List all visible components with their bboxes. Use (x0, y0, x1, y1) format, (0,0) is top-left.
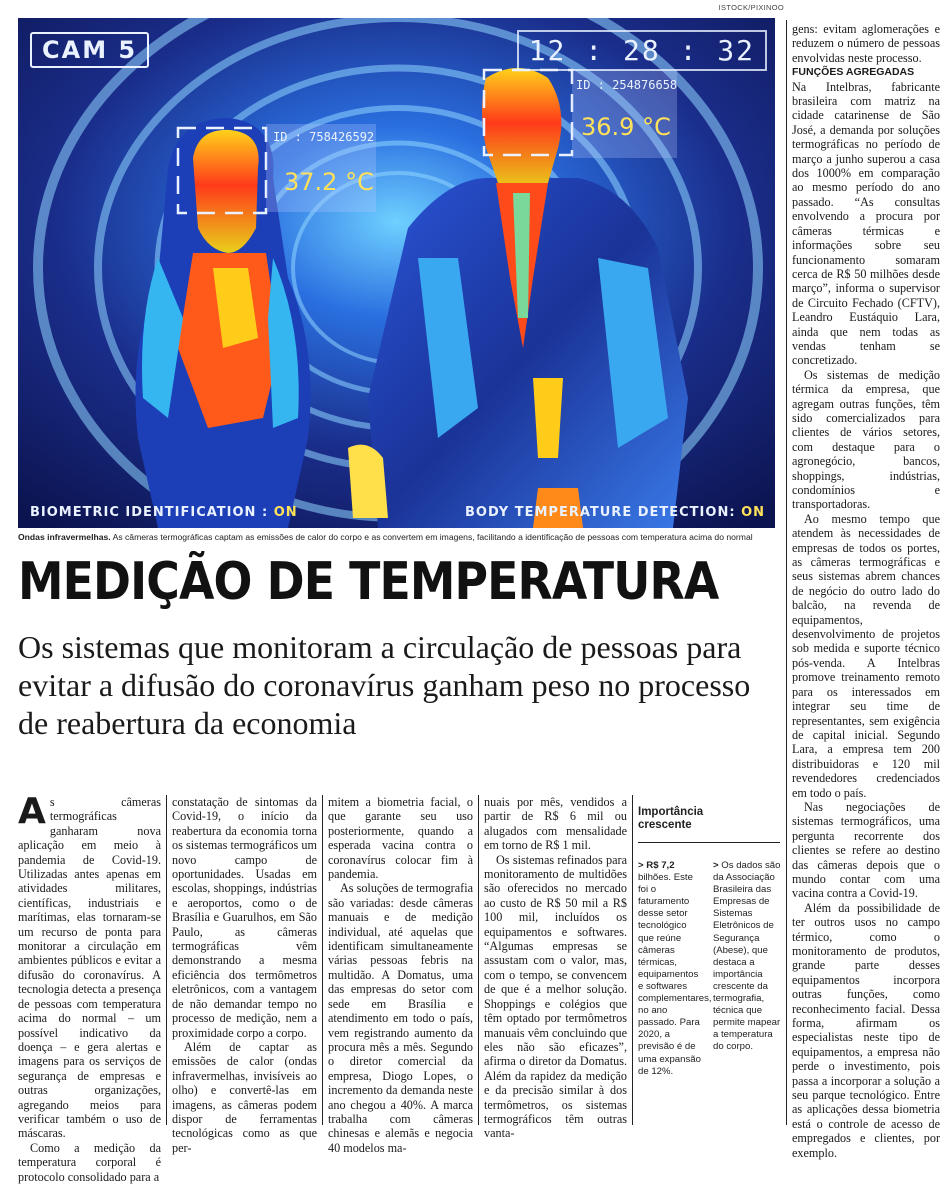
subheadline: Os sistemas que monitoram a circulação de pessoas para evitar a difusão do coronavírus ganham peso no processo de reabertura da economia (18, 629, 751, 741)
body-temperature-detection-status (465, 505, 765, 520)
box-left-text: bilhões. Este foi o faturamento desse setor tecnológico que reúne câmeras térmicas, equipamentos e softwares complementares, no ano passado. Para 2020, a previsão é de uma expansão de 12%. (638, 872, 712, 1077)
photo-caption (18, 532, 778, 542)
column-divider (166, 795, 167, 1125)
column-divider (478, 795, 479, 1125)
box-column-right (713, 860, 783, 1054)
hud-left-value: ON (273, 505, 298, 520)
box-right-text: Os dados são da Associação Brasileira das Empresas de Sistemas Eletrônicos de Segurança (Abese), que destaca a importância crescente da termografia, técnica que permite mapear a temperatura do corpo. (713, 860, 781, 1053)
caption-lead: Ondas infravermelhas. (18, 532, 111, 542)
section-title: FUNÇÕES AGREGADAS (792, 66, 915, 79)
col3-paragraph-2: As soluções de termografia são variadas: desde câmeras manuais e de medição individual, até aquelas que identificam simultaneamente várias pessoas febris na multidão. A Domatus, uma das empresas do setor com sede em Brasília e atendimento em todo o país, vem registrando aumento da procura mês a mês. Segundo o diretor comercial da empresa, Diogo Lopes, o incremento da demanda neste ano chegou a 40%. A marca trabalha com câmeras chinesas e alemãs e negocia 40 modelos ma- (328, 881, 474, 1155)
camera-clock: 12 : 28 : 32 (517, 30, 767, 71)
article-right-column (792, 22, 940, 1160)
right-paragraph-1: Na Intelbras, fabricante brasileira com matriz na cidade catarinense de São José, a demanda por soluções termográficas no período de março a junho superou a casa dos 1000% em comparação ao mesmo período do ano passado. “As consultas envolvendo a procura por câmeras térmicas e informações sobre seu funcionamento somaram cerca de R$ 50 milhões desde março”, informa o supervisor de Circuito Fechado (CFTV), Leandro Eustáquio Lara, ainda que nem todas as vendas tenham se concretizado. (792, 79, 940, 368)
camera-label: CAM 5 (30, 32, 149, 68)
col1-paragraph-1: s câmeras termográficas ganharam nova aplicação em meio à pandemia de Covid-19. Utilizadas antes apenas em atividades militares, científicas, industriais e marítimas, elas tornaram-se um recurso de ponta para monitorar a circulação em ambientes públicos e evitar a difusão do coronavírus. A tecnologia detecta a presença de pessoas com temperatura acima do normal – um possível indicativo da doença – e gera alertas e imagens para os serviços de segurança de empresas e outras organizações, agregando meios para verificar também o uso de máscaras. (18, 795, 161, 1141)
right-paragraph-4: Nas negociações de sistemas termográficos, uma pergunta recorrente dos clientes se refere ao destino das câmeras depois que o mundo contar com uma vacina contra a Covid-19. (792, 799, 940, 901)
article-column-3 (328, 795, 473, 1155)
left-subject-temperature: 37.2 °C (284, 168, 374, 196)
col1-paragraph-2: Como a medição da temperatura corporal é protocolo consolidado para a (18, 1140, 161, 1184)
hud-left-label: BIOMETRIC IDENTIFICATION : (30, 505, 269, 520)
right-intro: gens: evitam aglomerações e reduzem o número de pessoas envolvidas neste processo. (792, 22, 940, 65)
box-title-line-1: Importância (638, 806, 704, 818)
article-column-4 (484, 795, 627, 1141)
drop-cap: A (18, 791, 46, 832)
right-subject-temperature: 36.9 °C (581, 113, 671, 141)
col4-paragraph-1: nuais por mês, vendidos a partir de R$ 6 mil ou alugados com mensalidade em torno de R$ 1 mil. (484, 795, 627, 853)
hud-right-value: ON (741, 505, 765, 520)
box-column-left (638, 860, 712, 1078)
column-divider (322, 795, 323, 1125)
thermal-camera-photo (18, 18, 775, 528)
col4-paragraph-2: Os sistemas refinados para monitoramento de multidões são oferecidos no mercado ao custo de R$ 50 mil a R$ 100 mil, incluídos os equipamentos e softwares. “Algumas empresas se assustam com o valor, mas, com o tempo, se convencem de que é a melhor solução. Shoppings e colégios que têm optado por termômetros manuais vêm concluindo que eles não são eficazes”, afirma o diretor da Domatus. Além da rapidez da medição e da precisão similar à dos termômetros, os sistemas termográficos têm outras vanta- (484, 852, 627, 1141)
box-title (638, 806, 703, 832)
article-column-2 (172, 795, 317, 1155)
hud-right-label: BODY TEMPERATURE DETECTION: (464, 505, 736, 520)
article-column-1 (18, 791, 161, 1184)
box-right-lead: > (713, 860, 719, 871)
right-paragraph-5: Além da possibilidade de ter outros usos no campo térmico, como o monitoramento de produtos, grande parte desses equipamentos incorpora outras funções, como reconhecimento facial. Dessa forma, afirmam os especialistas neste tipo de equipamentos, a empresa não perde o investimento, pois passa a incorporar a solução a seu parque tecnológico. Entre as aplicações dessa biometria está o controle de acesso de empregados e clientes, por exemplo. (792, 900, 940, 1160)
thermal-scene-illustration (18, 18, 775, 528)
right-column-divider (786, 20, 787, 1125)
col2-paragraph-2: Além de captar as emissões de calor (ondas infravermelhas, invisíveis ao olho) e convertê-las em imagens, as câmeras podem dispor de ferramentas tecnológicas como as que per- (172, 1039, 317, 1155)
caption-text: As câmeras termográficas captam as emissões de calor do corpo e as convertem em imagens, facilitando a identificação de pessoas com temperatura acima do normal (110, 532, 753, 542)
biometric-identification-status (30, 505, 298, 520)
box-left-lead: > R$ 7,2 (638, 860, 675, 871)
box-title-line-2: crescente (638, 819, 692, 831)
photo-credit: ISTOCK/PIXINOO (718, 3, 784, 12)
box-title-rule (638, 842, 780, 843)
box-divider (632, 795, 633, 1125)
right-paragraph-2: Os sistemas de medição térmica da empresa, que agregam outras funções, têm sido comercializados para clientes de vários setores, com destaque para o agronegócio, bancos, shoppings, indústrias, condomínios e transportadoras. (792, 367, 940, 512)
left-subject-id: ID : 758426592 (273, 130, 375, 144)
col3-paragraph-1: mitem a biometria facial, o que garante seu uso posteriormente, quando a esperada vacina contra o coronavírus colocar fim à pandemia. (328, 795, 473, 882)
right-paragraph-3: Ao mesmo tempo que atendem às necessidades de empresas de todos os portes, as câmeras termográficas e seus sistemas abrem chances de negócio do outro lado do balcão, na revenda de equipamentos, desenvolvimento de projetos sob medida e suporte técnico pós-venda. A Intelbras promove treinamento remoto para os interessados em integrar seu time de representantes, sem exigência de capital inicial. Segundo Lara, a empresa tem 200 distribuidoras e 120 mil revendedores credenciados em todo o país. (792, 511, 940, 800)
headline: MEDIÇÃO DE TEMPERATURA (18, 552, 719, 612)
col2-paragraph-1: constatação de sintomas da Covid-19, o início da reabertura da economia torna os sistemas termográficos um novo campo de oportunidades. Usadas em escolas, shoppings, indústrias e aeroportos, como o de Brasília e Guarulhos, em São Paulo, as câmeras termográficas vêm demonstrando a mesma eficiência dos termômetros eletrônicos, com a vantagem de não demandar tempo no processo de medição, nem a proximidade corpo a corpo. (172, 795, 317, 1040)
right-subject-id: ID : 254876658 (576, 78, 678, 92)
